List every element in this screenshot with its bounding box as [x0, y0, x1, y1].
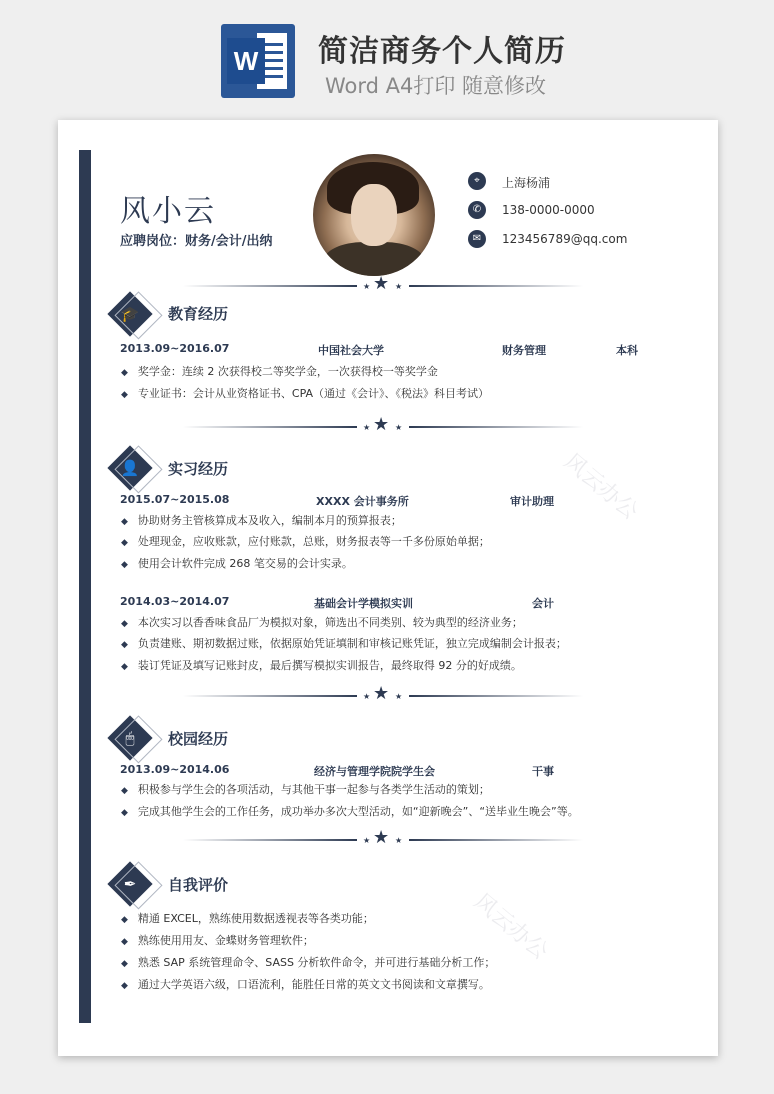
section-divider: ★ ★ ★ — [183, 832, 583, 848]
job-org: XXXX 会计事务所 — [316, 495, 409, 508]
list-item: ◆ 精通 EXCEL，熟练使用数据透视表等各类功能； — [121, 912, 374, 925]
job-period: 2015.07~2015.08 — [120, 493, 230, 506]
education-major: 财务管理 — [502, 344, 546, 357]
location-pin-icon: ⌖ — [468, 172, 486, 190]
email-icon: ✉ — [468, 230, 486, 248]
banner-subtitle: Word A4打印 随意修改 — [325, 74, 547, 98]
section-title-campus: 校园经历 — [168, 730, 229, 748]
star-icon: ★ — [373, 683, 390, 704]
phone-icon: ✆ — [468, 201, 486, 219]
banner — [0, 0, 774, 110]
candidate-name: 风小云 — [120, 194, 216, 229]
list-item: ◆ 专业证书：会计从业资格证书、CPA（通过《会计》、《税法》科目考试） — [121, 387, 490, 400]
list-item: ◆ 使用会计软件完成 268 笔交易的会计实录。 — [121, 557, 353, 570]
list-item: ◆ 通过大学英语六级，口语流利，能胜任日常的英文文书阅读和文章撰写。 — [121, 978, 490, 991]
list-item: ◆ 熟悉 SAP 系统管理命令、SASS 分析软件命令，并可进行基础分析工作； — [121, 956, 496, 969]
job-period: 2014.03~2014.07 — [120, 595, 230, 608]
list-item: ◆ 处理现金，应收账款，应付账款，总账，财务报表等一千多份原始单据； — [121, 535, 490, 548]
list-item: ◆ 装订凭证及填写记账封皮，最后撰写模拟实训报告，最终取得 92 分的好成绩。 — [121, 659, 522, 672]
job-role: 会计 — [532, 597, 554, 610]
profile-photo — [313, 154, 435, 276]
list-item: ◆ 协助财务主管核算成本及收入，编制本月的预算报表； — [121, 514, 402, 527]
banner-title: 简洁商务个人简历 — [318, 34, 566, 69]
watermark: 风云办公 — [468, 889, 553, 965]
job-target: 应聘岗位：财务/会计/出纳 — [120, 234, 273, 249]
list-item: ◆ 积极参与学生会的各项活动，与其他干事一起参与各类学生活动的策划； — [121, 783, 490, 796]
mouse-icon: 🖱 — [107, 715, 152, 760]
section-divider: ★ ★ ★ — [183, 688, 583, 704]
list-item: ◆ 负责建账、期初数据过账，依据原始凭证填制和审核记账凭证，独立完成编制会计报表； — [121, 637, 567, 650]
campus-role: 干事 — [532, 765, 554, 778]
list-item: ◆ 奖学金：连续 2 次获得校二等奖学金，一次获得校一等奖学金 — [121, 365, 438, 378]
list-item: ◆ 完成其他学生会的工作任务，成功举办多次大型活动，如“迎新晚会”、“送毕业生晚会”等。 — [121, 805, 579, 818]
star-icon: ★ — [373, 414, 390, 435]
job-role: 审计助理 — [510, 495, 554, 508]
pen-icon: ✒ — [107, 861, 152, 906]
section-divider: ★ ★ ★ — [183, 278, 583, 294]
word-logo-icon: W — [221, 24, 295, 98]
section-title-education: 教育经历 — [168, 305, 229, 323]
side-accent-bar — [79, 150, 91, 1023]
education-school: 中国社会大学 — [318, 344, 384, 357]
section-title-self: 自我评价 — [168, 876, 229, 894]
campus-period: 2013.09~2014.06 — [120, 763, 230, 776]
list-item: ◆ 本次实习以香香味食品厂为模拟对象，筛选出不同类别、较为典型的经济业务； — [121, 616, 523, 629]
star-icon: ★ — [373, 827, 390, 848]
section-title-internship: 实习经历 — [168, 460, 229, 478]
campus-org: 经济与管理学院院学生会 — [314, 765, 435, 778]
graduation-cap-icon: 🎓 — [107, 291, 152, 336]
resume-page: 风小云 应聘岗位：财务/会计/出纳 ⌖ 上海杨浦 ✆ 138-0000-0000 ✉ 123456789@qq.com ★ ★ ★ 🎓 教育经历 2013.09~2016.07 中国社会大学 财务管理 本科 ◆ 奖学金：连续 2 次获得校二等奖学金，一次获得校一等奖学金 ◆ 专业证书：会计从业资格证书、CPA（通过《会计》、《税法》科目考试） ★ ★ ★ 👤 实习经历 2015.07~2015.08 XXXX 会计事务所 审计助理 ◆ 协助财务主管核算成本及收入，编制本月的预算报表； ◆ 处理现金，应收账款，应付账款，总账，财务报表等一千多份原始单据； ◆ 使用会计软件完成 268 笔交易的会计实录。 2014.03~2014.07 基础会计学模拟实训 会计 ◆ 本次实习以香香味食品厂为模拟对象，筛选出不同类别、较为典型的经济业务； ◆ 负责建账、期初数据过账，依据原始凭证填制和审核记账凭证，独立完成编制会计报表； ◆ 装订凭证及填写记账封皮，最后撰写模拟实训报告，最终取得 92 分的好成绩。 ★ ★ ★ 🖱 校园经历 2013.09~2014.06 经济与管理学院院学生会 干事 ◆ 积极参与学生会的各项活动，与其他干事一起参与各类学生活动的策划； ◆ 完成其他学生会的工作任务，成功举办多次大型活动，如“迎新晚会”、“送毕业生晚会”等。 ★ ★ ★ ✒ 自我评价 ◆ 精通 EXCEL，熟练使用数据透视表等各类功能； ◆ 熟练使用用友、金蝶财务管理软件； ◆ 熟悉 SAP 系统管理命令、SASS 分析软件命令，并可进行基础分析工作； ◆ 通过大学英语六级，口语流利，能胜任日常的英文文书阅读和文章撰写。 风云办公 风云办公 — [58, 120, 718, 1056]
star-icon: ★ — [373, 273, 390, 294]
education-degree: 本科 — [616, 344, 638, 357]
watermark: 风云办公 — [558, 449, 643, 525]
person-icon: 👤 — [107, 445, 152, 490]
list-item: ◆ 熟练使用用友、金蝶财务管理软件； — [121, 934, 314, 947]
job-org: 基础会计学模拟实训 — [314, 597, 413, 610]
section-divider: ★ ★ ★ — [183, 419, 583, 435]
education-period: 2013.09~2016.07 — [120, 342, 230, 355]
